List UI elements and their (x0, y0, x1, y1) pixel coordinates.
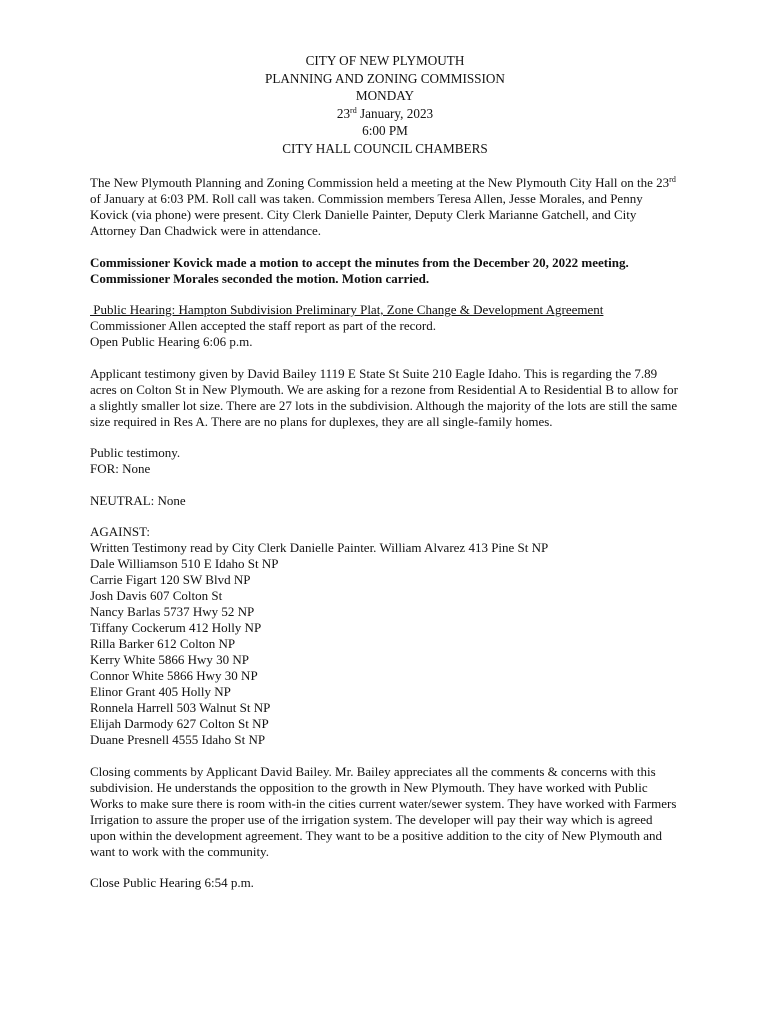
intro-part1: The New Plymouth Planning and Zoning Commission held a meeting at the New Plymouth City Hall on the 23 (90, 175, 670, 190)
header-date-rest: January, 2023 (356, 105, 434, 121)
header-time: 6:00 PM (362, 123, 408, 138)
document-header (90, 52, 680, 157)
intro-paragraph (90, 175, 680, 239)
motion-line-1: Commissioner Kovick made a motion to accept the minutes from the December 20, 2022 meeting. (90, 254, 629, 270)
header-day: MONDAY (355, 88, 415, 103)
public-hearing-section (90, 302, 680, 350)
for-testimony: FOR: None (90, 461, 151, 476)
list-item: Carrie Figart 120 SW Blvd NP (90, 572, 251, 587)
close-hearing-line: Close Public Hearing 6:54 p.m. (90, 875, 254, 890)
against-heading: AGAINST: (90, 524, 151, 539)
applicant-testimony: Applicant testimony given by David Bailey 1119 E State St Suite 210 Eagle Idaho. This is regarding the 7.89 acres on Colton St in New Plymouth. We are asking for a rezone from Residential A to Residential B to allow for a slightly smaller lot size. There are 27 lots in the subdivision. Although the majority of the lots are still the same size required in Res A. There are no plans for duplexes, they are all single-family homes. (90, 365, 678, 429)
list-item: Nancy Barlas 5737 Hwy 52 NP (90, 604, 255, 619)
public-hearing-title: Public Hearing: Hampton Subdivision Preliminary Plat, Zone Change & Development Agreement (90, 302, 604, 317)
header-date (90, 105, 680, 123)
open-hearing-line: Open Public Hearing 6:06 p.m. (90, 334, 253, 349)
neutral-testimony: NEUTRAL: None (90, 492, 186, 508)
public-testimony-heading: Public testimony. (90, 445, 181, 460)
minutes-motion (90, 255, 680, 287)
list-item: Duane Presnell 4555 Idaho St NP (90, 732, 266, 747)
intro-suffix: rd (669, 175, 676, 184)
header-date-suffix: rd (350, 105, 357, 115)
intro-part2: of January at 6:03 PM. Roll call was taken. Commission members Teresa Allen, Jesse Morales, and Penny Kovick (via phone) were present. City Clerk Danielle Painter, Deputy Clerk Marianne Gatchell, and City Attorney Dan Chadwick were in attendance. (90, 191, 643, 238)
header-commission: PLANNING AND ZONING COMMISSION (265, 70, 505, 86)
list-item: Ronnela Harrell 503 Walnut St NP (90, 700, 271, 715)
header-location: CITY HALL COUNCIL CHAMBERS (282, 140, 488, 156)
header-date-day: 23 (336, 105, 351, 121)
public-testimony (90, 445, 680, 477)
list-item: Rilla Barker 612 Colton NP (90, 636, 236, 651)
list-item: Dale Williamson 510 E Idaho St NP (90, 556, 279, 571)
header-city: CITY OF NEW PLYMOUTH (305, 53, 465, 68)
list-item: Kerry White 5866 Hwy 30 NP (90, 652, 249, 667)
closing-comments: Closing comments by Applicant David Bailey. Mr. Bailey appreciates all the comments & concerns with this subdivision. He understands the opposition to the growth in New Plymouth. They have worked with Public Works to make sure there is room with-in the cities current water/sewer system. They have worked with Farmers Irrigation to assure the proper use of the irrigation system. The developer will pay their way which is agreed upon within the development agreement. They want to be a positive addition to the city of New Plymouth and want to work with the community. (90, 763, 677, 859)
list-item: Elinor Grant 405 Holly NP (90, 684, 231, 699)
motion-line-2: Commissioner Morales seconded the motion. Motion carried. (90, 270, 430, 286)
list-item: Written Testimony read by City Clerk Danielle Painter. William Alvarez 413 Pine St NP (90, 540, 549, 555)
list-item: Connor White 5866 Hwy 30 NP (90, 668, 258, 683)
list-item: Elijah Darmody 627 Colton St NP (90, 716, 269, 731)
list-item: Tiffany Cockerum 412 Holly NP (90, 620, 262, 635)
list-item: Josh Davis 607 Colton St (90, 588, 223, 603)
staff-report-line: Commissioner Allen accepted the staff report as part of the record. (90, 318, 436, 333)
against-testimony (90, 524, 680, 748)
